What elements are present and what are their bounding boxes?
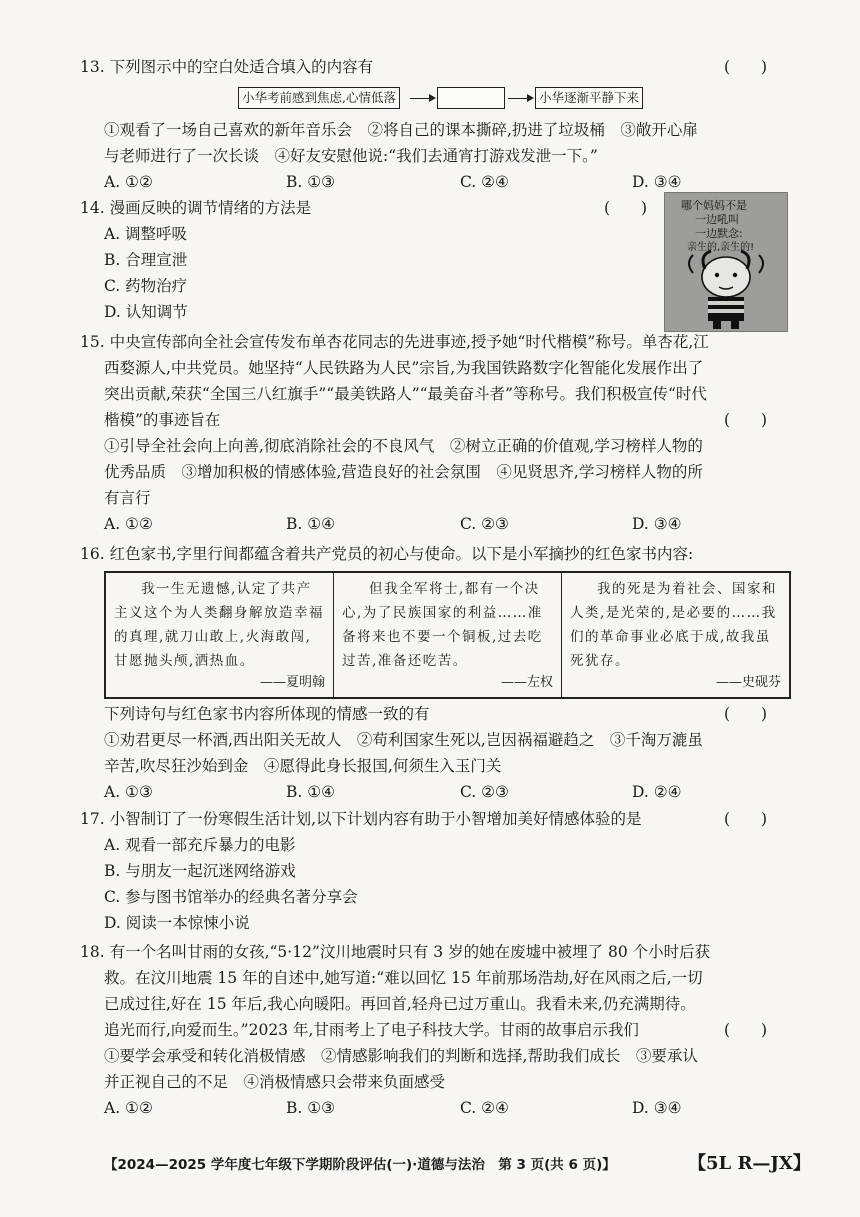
q13-options-line2: 与老师进行了一次长谈 ④好友安慰他说:“我们去通宵打游戏发泄一下。” <box>104 147 598 165</box>
q18-stem-line1: 18. 有一个名叫甘雨的女孩,“5·12”汶川地震时只有 3 岁的她在废墟中被埋了 80 个小时后获 <box>80 943 711 961</box>
letter-zuo-quan <box>334 573 562 697</box>
page-footer: 【2024—2025 学年度七年级下学期阶段评估(一)·道德与法治 第 3 页(共 6 页)】 <box>104 1157 616 1173</box>
q18-answer-paren: ( ) <box>724 1021 768 1039</box>
letter-author: ——史砚芬 <box>715 675 781 690</box>
q18-stem-line4: 追光而行,向爱而生。”2023 年,甘雨考上了电子科技大学。甘雨的故事启示我们 <box>104 1021 639 1039</box>
q14-stem: 14. 漫画反映的调节情绪的方法是 <box>80 199 312 217</box>
q13-answer-paren: ( ) <box>724 58 768 76</box>
q18-stem-line3: 已成过往,好在 15 年后,我心向暖阳。再回首,轻舟已过万重山。我看未来,仍充满期待。 <box>104 995 696 1013</box>
letter-xia-minghan <box>106 573 334 697</box>
q16-choice-c: C. ②③ <box>460 783 509 801</box>
q14-choice-a: A. 调整呼吸 <box>104 225 188 243</box>
q15-options-line1: ①引导全社会向上向善,彻底消除社会的不良风气 ②树立正确的价值观,学习榜样人物的 <box>104 437 703 455</box>
letter-text: 我一生无遗憾,认定了共产主义这个为人类翻身解放造幸福的真理,就刀山敢上,火海敢闯,甘愿抛头颅,洒热血。 <box>114 581 324 669</box>
exam-code: 【5L R—JX】 <box>688 1153 811 1174</box>
q16-stem: 16. 红色家书,字里行间都蕴含着共产党员的初心与使命。以下是小军摘抄的红色家书内容: <box>80 545 694 563</box>
q17-choice-d: D. 阅读一本惊悚小说 <box>104 914 250 932</box>
q17-stem: 17. 小智制订了一份寒假生活计划,以下计划内容有助于小智增加美好情感体验的是 <box>80 810 642 828</box>
q13-choice-c: C. ②④ <box>460 173 509 191</box>
q16-options-line1: ①劝君更尽一杯酒,西出阳关无故人 ②苟利国家生死以,岂因祸福避趋之 ③千淘万漉虽 <box>104 731 703 749</box>
q13-options-line1: ①观看了一场自己喜欢的新年音乐会 ②将自己的课本撕碎,扔进了垃圾桶 ③敞开心扉 <box>104 121 698 139</box>
q17-choice-b: B. 与朋友一起沉迷网络游戏 <box>104 862 296 880</box>
q18-options-line2: 并正视自己的不足 ④消极情感只会带来负面感受 <box>104 1073 446 1091</box>
q14-choice-c: C. 药物治疗 <box>104 277 188 295</box>
q18-choice-b: B. ①③ <box>286 1099 336 1117</box>
comic-caption-2: 一边吼叫 <box>695 213 739 226</box>
q15-options-line2: 优秀品质 ③增加积极的情感体验,营造良好的社会氛围 ④见贤思齐,学习榜样人物的所 <box>104 463 703 481</box>
q16-choice-d: D. ②④ <box>632 783 682 801</box>
red-letters-table <box>104 571 791 699</box>
letter-shi-yanfen <box>562 573 789 697</box>
q18-options-line1: ①要学会承受和转化消极情感 ②情感影响我们的判断和选择,帮助我们成长 ③要承认 <box>104 1047 698 1065</box>
q13-choice-b: B. ①③ <box>286 173 336 191</box>
q18-choice-c: C. ②④ <box>460 1099 509 1117</box>
comic-caption-4: 亲生的,亲生的! <box>687 242 755 253</box>
q16-answer-paren: ( ) <box>724 705 768 723</box>
q13-choice-d: D. ③④ <box>632 173 682 191</box>
q17-answer-paren: ( ) <box>724 810 768 828</box>
q13-choice-a: A. ①② <box>104 173 153 191</box>
letter-text: 我的死是为着社会、国家和人类,是光荣的,是必要的……我们的革命事业必底于成,故我虽死犹存。 <box>570 581 777 669</box>
flow-start-box: 小华考前感到焦虑,心情低落 <box>238 87 400 109</box>
comic-figure-icon <box>665 193 787 331</box>
q15-choice-c: C. ②③ <box>460 515 509 533</box>
q16-question: 下列诗句与红色家书内容所体现的情感一致的有 <box>104 705 430 723</box>
q14-answer-paren: ( ) <box>604 199 648 217</box>
q16-options-line2: 辛苦,吹尽狂沙始到金 ④愿得此身长报国,何须生入玉门关 <box>104 757 502 775</box>
comic-caption-3: 一边默念: <box>695 227 743 240</box>
q15-stem-line3: 突出贡献,荣获“全国三八红旗手”“最美铁路人”“最美奋斗者”等称号。我们积极宣传“时代 <box>104 385 707 403</box>
flow-arrow-1-icon <box>410 98 434 99</box>
q15-stem-line1: 15. 中央宣传部向全社会宣传发布单杏花同志的先进事迹,授予她“时代楷模”称号。单杏花,江 <box>80 333 709 351</box>
q14-choice-b: B. 合理宣泄 <box>104 251 188 269</box>
q18-choice-d: D. ③④ <box>632 1099 682 1117</box>
letter-author: ——左权 <box>500 675 553 690</box>
comic-image <box>664 192 788 332</box>
q15-choice-a: A. ①② <box>104 515 153 533</box>
flow-blank-box <box>437 87 505 109</box>
letter-text: 但我全军将士,都有一个决心,为了民族国家的利益……准备将来也不要一个铜板,过去吃过苦,准备还吃苦。 <box>342 581 543 669</box>
q15-options-line3: 有言行 <box>104 489 151 507</box>
q17-choice-a: A. 观看一部充斥暴力的电影 <box>104 836 296 854</box>
q16-choice-b: B. ①④ <box>286 783 336 801</box>
q18-choice-a: A. ①② <box>104 1099 153 1117</box>
q15-choice-d: D. ③④ <box>632 515 682 533</box>
flow-end-box: 小华逐渐平静下来 <box>535 87 643 109</box>
q15-choice-b: B. ①④ <box>286 515 336 533</box>
q15-stem-line2: 西婺源人,中共党员。她坚持“人民铁路为人民”宗旨,为我国铁路数字化智能化发展作出了 <box>104 359 704 377</box>
q16-choice-a: A. ①③ <box>104 783 153 801</box>
q14-choice-d: D. 认知调节 <box>104 303 188 321</box>
comic-caption-1: 哪个妈妈不是 <box>681 199 747 212</box>
letter-author: ——夏明翰 <box>259 675 325 690</box>
q18-stem-line2: 救。在汶川地震 15 年的自述中,她写道:“难以回忆 15 年前那场浩劫,好在风雨之后,一切 <box>104 969 703 987</box>
q15-answer-paren: ( ) <box>724 411 768 429</box>
q13-stem: 13. 下列图示中的空白处适合填入的内容有 <box>80 58 374 76</box>
q17-choice-c: C. 参与图书馆举办的经典名著分享会 <box>104 888 358 906</box>
flow-arrow-2-icon <box>508 98 532 99</box>
q15-stem-line4: 楷模”的事迹旨在 <box>104 411 221 429</box>
